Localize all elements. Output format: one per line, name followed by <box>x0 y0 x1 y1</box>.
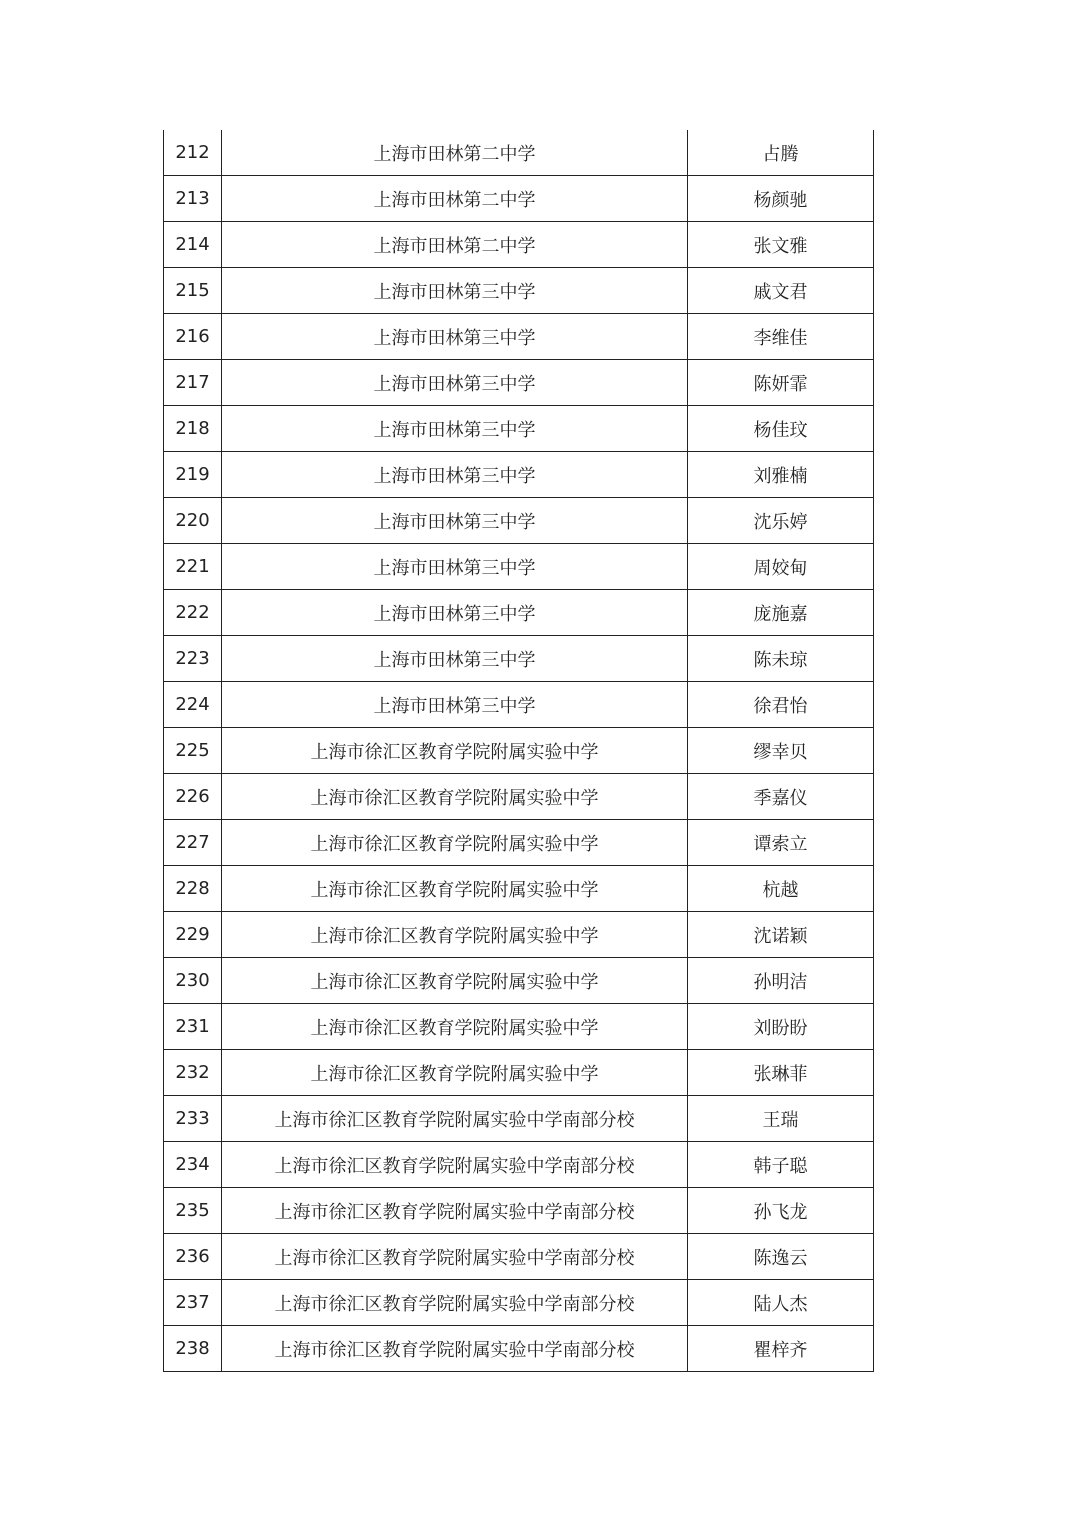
table-row <box>164 682 874 728</box>
student-name-cell: 刘盼盼 <box>688 1004 874 1050</box>
table-row <box>164 866 874 912</box>
row-number-cell: 232 <box>164 1050 222 1096</box>
row-number-cell: 213 <box>164 176 222 222</box>
school-name-cell: 上海市徐汇区教育学院附属实验中学 <box>222 820 688 866</box>
table-row <box>164 590 874 636</box>
student-name-cell: 杨颜驰 <box>688 176 874 222</box>
row-number-cell: 219 <box>164 452 222 498</box>
school-name-cell: 上海市田林第三中学 <box>222 452 688 498</box>
row-number-cell: 230 <box>164 958 222 1004</box>
row-number-cell: 221 <box>164 544 222 590</box>
row-number-cell: 234 <box>164 1142 222 1188</box>
school-name-cell: 上海市徐汇区教育学院附属实验中学南部分校 <box>222 1188 688 1234</box>
school-name-cell: 上海市田林第二中学 <box>222 222 688 268</box>
school-name-cell: 上海市田林第三中学 <box>222 314 688 360</box>
student-name-cell: 沈乐婷 <box>688 498 874 544</box>
table-row <box>164 360 874 406</box>
school-name-cell: 上海市徐汇区教育学院附属实验中学南部分校 <box>222 1280 688 1326</box>
school-name-cell: 上海市徐汇区教育学院附属实验中学南部分校 <box>222 1234 688 1280</box>
table-row <box>164 1096 874 1142</box>
table-row <box>164 728 874 774</box>
row-number-cell: 224 <box>164 682 222 728</box>
table-row <box>164 912 874 958</box>
table-row <box>164 222 874 268</box>
student-name-cell: 沈诺颖 <box>688 912 874 958</box>
student-name-cell: 刘雅楠 <box>688 452 874 498</box>
table-row <box>164 1234 874 1280</box>
school-name-cell: 上海市徐汇区教育学院附属实验中学 <box>222 774 688 820</box>
student-name-cell: 谭索立 <box>688 820 874 866</box>
row-number-cell: 236 <box>164 1234 222 1280</box>
school-name-cell: 上海市田林第三中学 <box>222 268 688 314</box>
roster-body <box>164 130 874 1372</box>
school-name-cell: 上海市田林第三中学 <box>222 590 688 636</box>
school-name-cell: 上海市田林第三中学 <box>222 498 688 544</box>
row-number-cell: 233 <box>164 1096 222 1142</box>
student-name-cell: 占腾 <box>688 130 874 176</box>
row-number-cell: 226 <box>164 774 222 820</box>
table-row <box>164 1142 874 1188</box>
student-name-cell: 缪幸贝 <box>688 728 874 774</box>
school-name-cell: 上海市田林第三中学 <box>222 682 688 728</box>
table-row <box>164 130 874 176</box>
row-number-cell: 217 <box>164 360 222 406</box>
row-number-cell: 223 <box>164 636 222 682</box>
school-name-cell: 上海市徐汇区教育学院附属实验中学 <box>222 1004 688 1050</box>
row-number-cell: 220 <box>164 498 222 544</box>
row-number-cell: 237 <box>164 1280 222 1326</box>
student-name-cell: 陈妍霏 <box>688 360 874 406</box>
student-name-cell: 陈逸云 <box>688 1234 874 1280</box>
school-name-cell: 上海市徐汇区教育学院附属实验中学南部分校 <box>222 1326 688 1372</box>
student-name-cell: 杨佳玟 <box>688 406 874 452</box>
table-row <box>164 958 874 1004</box>
school-name-cell: 上海市田林第三中学 <box>222 360 688 406</box>
table-row <box>164 452 874 498</box>
student-name-cell: 王瑞 <box>688 1096 874 1142</box>
table-row <box>164 1280 874 1326</box>
student-name-cell: 李维佳 <box>688 314 874 360</box>
school-name-cell: 上海市田林第三中学 <box>222 544 688 590</box>
row-number-cell: 214 <box>164 222 222 268</box>
student-name-cell: 陈未琼 <box>688 636 874 682</box>
row-number-cell: 229 <box>164 912 222 958</box>
row-number-cell: 218 <box>164 406 222 452</box>
student-name-cell: 戚文君 <box>688 268 874 314</box>
table-row <box>164 406 874 452</box>
student-name-cell: 徐君怡 <box>688 682 874 728</box>
school-name-cell: 上海市徐汇区教育学院附属实验中学 <box>222 728 688 774</box>
student-name-cell: 孙飞龙 <box>688 1188 874 1234</box>
school-name-cell: 上海市徐汇区教育学院附属实验中学 <box>222 958 688 1004</box>
student-name-cell: 张琳菲 <box>688 1050 874 1096</box>
student-name-cell: 季嘉仪 <box>688 774 874 820</box>
school-name-cell: 上海市田林第三中学 <box>222 636 688 682</box>
row-number-cell: 222 <box>164 590 222 636</box>
roster-table <box>163 130 874 1372</box>
table-row <box>164 774 874 820</box>
student-name-cell: 陆人杰 <box>688 1280 874 1326</box>
row-number-cell: 215 <box>164 268 222 314</box>
row-number-cell: 216 <box>164 314 222 360</box>
student-name-cell: 张文雅 <box>688 222 874 268</box>
row-number-cell: 225 <box>164 728 222 774</box>
table-row <box>164 1188 874 1234</box>
student-name-cell: 孙明洁 <box>688 958 874 1004</box>
row-number-cell: 235 <box>164 1188 222 1234</box>
row-number-cell: 238 <box>164 1326 222 1372</box>
school-name-cell: 上海市田林第二中学 <box>222 130 688 176</box>
table-row <box>164 1326 874 1372</box>
school-name-cell: 上海市田林第二中学 <box>222 176 688 222</box>
school-name-cell: 上海市徐汇区教育学院附属实验中学 <box>222 912 688 958</box>
table-row <box>164 268 874 314</box>
school-name-cell: 上海市徐汇区教育学院附属实验中学 <box>222 1050 688 1096</box>
table-row <box>164 820 874 866</box>
student-name-cell: 韩子聪 <box>688 1142 874 1188</box>
student-name-cell: 瞿梓齐 <box>688 1326 874 1372</box>
student-name-cell: 周姣甸 <box>688 544 874 590</box>
row-number-cell: 212 <box>164 130 222 176</box>
student-name-cell: 庞施嘉 <box>688 590 874 636</box>
table-row <box>164 636 874 682</box>
school-name-cell: 上海市田林第三中学 <box>222 406 688 452</box>
table-row <box>164 498 874 544</box>
school-name-cell: 上海市徐汇区教育学院附属实验中学南部分校 <box>222 1142 688 1188</box>
school-name-cell: 上海市徐汇区教育学院附属实验中学 <box>222 866 688 912</box>
table-row <box>164 544 874 590</box>
row-number-cell: 228 <box>164 866 222 912</box>
table-row <box>164 1004 874 1050</box>
table-row <box>164 176 874 222</box>
table-row <box>164 1050 874 1096</box>
school-name-cell: 上海市徐汇区教育学院附属实验中学南部分校 <box>222 1096 688 1142</box>
row-number-cell: 231 <box>164 1004 222 1050</box>
student-name-cell: 杭越 <box>688 866 874 912</box>
table-row <box>164 314 874 360</box>
row-number-cell: 227 <box>164 820 222 866</box>
